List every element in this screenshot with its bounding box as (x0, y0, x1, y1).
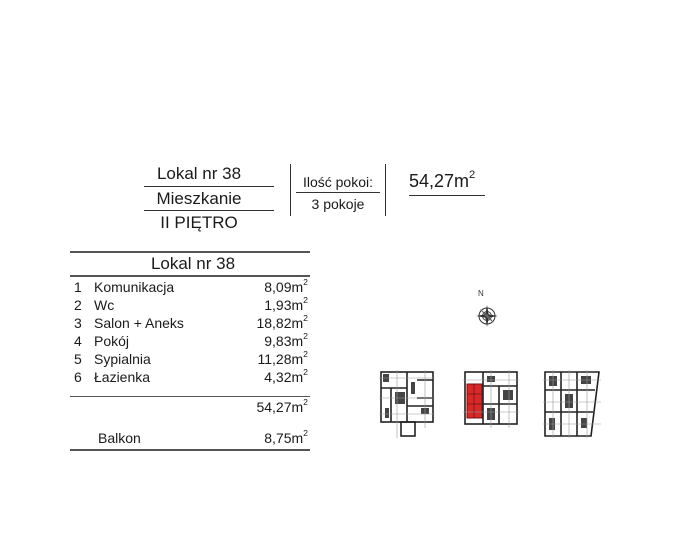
room-area-value: 11,28m (257, 351, 304, 367)
room-area (264, 297, 308, 313)
compass-icon (474, 287, 502, 327)
building-plan-right (541, 368, 603, 440)
room-area (264, 333, 308, 349)
room-number: 3 (74, 315, 82, 331)
compass-north-label: N (478, 289, 484, 298)
room-number: 2 (74, 297, 82, 313)
rooms-divider (296, 192, 380, 193)
room-name: Sypialnia (94, 351, 151, 367)
total-area-unit-sup: 2 (469, 169, 476, 182)
total-area-value: 54,27m (409, 171, 470, 191)
room-row (74, 369, 314, 387)
room-name: Pokój (94, 333, 130, 349)
area-underline (409, 195, 485, 196)
room-area-value: 18,82m (256, 315, 304, 331)
balkon-row (74, 430, 314, 448)
room-area (264, 369, 308, 385)
room-row (74, 279, 314, 297)
table-sum-row (74, 399, 314, 417)
table-title-rule (70, 275, 310, 277)
room-row (74, 297, 314, 315)
balkon-area (264, 430, 308, 446)
room-number: 4 (74, 333, 82, 349)
rooms-count-label: Ilość pokoi: (302, 174, 374, 190)
table-title: Lokal nr 38 (150, 254, 236, 273)
rooms-right-divider (385, 164, 386, 216)
table-sum-rule (70, 396, 310, 397)
room-row (74, 351, 314, 369)
total-area (409, 171, 475, 192)
table-top-rule (70, 251, 310, 253)
sum-area (256, 399, 308, 415)
building-plan-left (377, 368, 437, 440)
room-area-value: 9,83m (264, 333, 304, 349)
unit-38-highlight (467, 384, 482, 418)
balkon-area-sup: 2 (303, 428, 308, 439)
room-name: Łazienka (94, 369, 151, 385)
room-area-sup: 2 (303, 313, 308, 324)
room-area (258, 351, 309, 367)
room-area-value: 8,09m (264, 279, 304, 295)
room-name: Wc (94, 297, 115, 313)
room-name: Salon + Aneks (94, 315, 184, 331)
rooms-left-divider (290, 164, 291, 216)
table-bottom-rule (70, 449, 310, 451)
room-number: 1 (74, 279, 82, 295)
rooms-count-value: 3 pokoje (311, 196, 365, 212)
room-area-sup: 2 (303, 331, 308, 342)
room-number: 5 (74, 351, 82, 367)
balkon-label: Balkon (98, 430, 141, 446)
room-area (264, 279, 308, 295)
building-plan-highlighted (461, 368, 521, 430)
room-area-value: 4,32m (264, 369, 304, 385)
header-divider-2 (144, 210, 274, 211)
room-area-sup: 2 (303, 277, 308, 288)
room-area-sup: 2 (303, 295, 308, 306)
room-name: Komunikacja (94, 279, 175, 295)
lokal-number-heading: Lokal nr 38 (156, 164, 242, 183)
room-area-sup: 2 (303, 349, 308, 360)
room-row (74, 333, 314, 351)
room-area-value: 1,93m (264, 297, 304, 313)
sum-area-value: 54,27m (256, 399, 304, 415)
room-number: 6 (74, 369, 82, 385)
room-row (74, 315, 314, 333)
floor-heading: II PIĘTRO (160, 213, 238, 232)
sum-area-sup: 2 (303, 397, 308, 408)
room-area-sup: 2 (303, 367, 308, 378)
balkon-area-value: 8,75m (264, 430, 304, 446)
header-divider-1 (144, 186, 274, 187)
room-area (256, 315, 308, 331)
unit-type-heading: Mieszkanie (156, 189, 242, 208)
